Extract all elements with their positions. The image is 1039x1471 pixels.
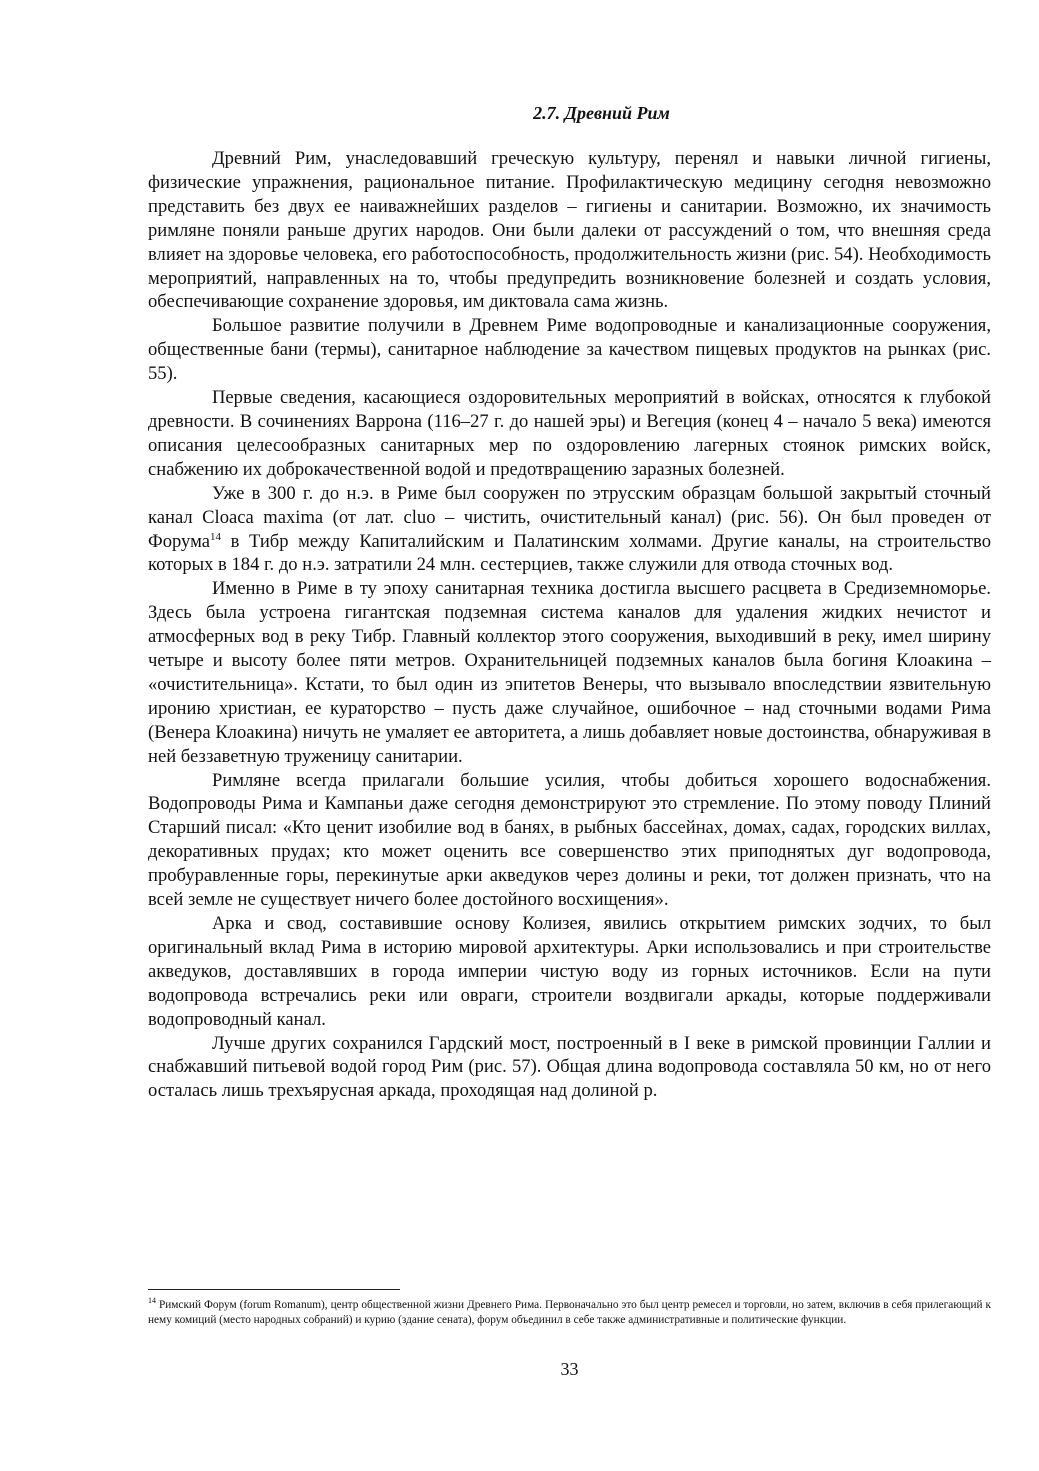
paragraph-text: Именно в Риме в ту эпоху санитарная техника достигла высшего расцвета в Средиземноморье. Здесь была устроена гигантская подземная система каналов для удаления жидких нечистот и атмосферных вод в реку Тибр. Главный коллектор этого сооружения, выходивший в реку, имел ширину четыре и высоту более пяти метров. Охранительницей подземных каналов была богиня Клоакина – «очистительница». Кстати, то был один из эпитетов Венеры, что вызывало впоследствии язвительную иронию христиан, ее кураторство – пусть даже случайное, ошибочное – над сточными водами Рима (Венера Клоакина) ничуть не умаляет ее авторитета, а лишь добавляет новые достоинства, обнаруживая в ней беззаветную труженицу санитарии. — [148, 578, 991, 767]
paragraph — [148, 314, 991, 386]
paragraph-text: Арка и свод, составившие основу Колизея, явились открытием римских зодчих, то был оригинальный вклад Рима в историю мировой архитектуры. Арки использовались и при строительстве акведуков, доставлявших в города империи чистую воду из горных источников. Если на пути водопровода встречались реки или овраги, строители воздвигали аркады, которые поддерживали водопроводный канал. — [148, 913, 991, 1030]
paragraph-text: Римляне всегда прилагали большие усилия, чтобы добиться хорошего водоснабжения. Водопроводы Рима и Кампаньи даже сегодня демонстрируют это стремление. По этому поводу Плиний Старший писал: «Кто ценит изобилие вод в банях, в рыбных бассейнах, домах, садах, городских виллах, декоративных прудах; кто может оценить все совершенство этих приподнятых дуг водопровода, пробуравленные горы, перекинутые арки акведуков через долины и реки, тот должен признать, что на всей земле не существует ничего более достойного восхищения». — [148, 769, 991, 911]
section-heading: 2.7. Древний Рим — [533, 103, 670, 123]
paragraph — [148, 386, 991, 482]
page-number: 33 — [560, 1359, 579, 1379]
paragraph — [148, 577, 991, 768]
paragraph — [148, 1032, 991, 1104]
paragraph-text: Большое развитие получили в Древнем Риме водопроводные и канализационные сооружения, общественные бани (термы), санитарное наблюдение за качеством пищевых продуктов на рынках (рис. 55). — [148, 315, 991, 385]
paragraph-text: Уже в 300 г. до н.э. в Риме был сооружен по этрусским образцам большой закрытый сточный канал Cloaca maxima (от лат. cluo – чистить, очистительный канал) (рис. 56). Он был проведен от Форума — [148, 482, 991, 552]
paragraph-text: в Тибр между Капиталийским и Палатинским холмами. Другие каналы, на строительство которых в 184 г. до н.э. затратили 24 млн. сестерциев, также служили для отвода сточных вод. — [148, 530, 991, 576]
paragraph — [148, 482, 991, 578]
paragraph — [148, 769, 991, 912]
footnote-number: 14 — [148, 1296, 156, 1306]
paragraph-text: Первые сведения, касающиеся оздоровительных мероприятий в войсках, относятся к глубокой древности. В сочинениях Варрона (116–27 г. до нашей эры) и Вегеция (конец 4 – начало 5 века) имеются описания целесообразных санитарных мер по оздоровлению лагерных стоянок римских войск, снабжению их доброкачественной водой и предотвращению заразных болезней. — [148, 387, 991, 480]
body-text — [148, 147, 991, 1103]
paragraph — [148, 912, 991, 1032]
paragraph-text: Древний Рим, унаследовавший греческую культуру, перенял и навыки личной гигиены, физические упражнения, рациональное питание. Профилактическую медицину сегодня невозможно представить без двух ее наиважнейших разделов – гигиены и санитарии. Возможно, их значимость римляне поняли раньше других народов. Они были далеки от рассуждений о том, что внешняя среда влияет на здоровье человека, его работоспособность, продолжительность жизни (рис. 54). Необходимость мероприятий, направленных на то, чтобы предупредить возникновение болезней и создать условия, обеспечивающие сохранение здоровья, им диктовала сама жизнь. — [148, 148, 991, 313]
footnote-divider — [148, 1289, 400, 1290]
footnote — [148, 1298, 991, 1328]
footnote-text: Римский Форум (forum Romanum), центр общественной жизни Древнего Рима. Первоначально это был центр ремесел и торговли, но затем, включив в себя прилегающий к нему комиций (место народных собраний) и курию (здание сената), форум объединил в себе также административные и политические функции. — [148, 1299, 991, 1326]
paragraph-text: Лучше других сохранился Гардский мост, построенный в I веке в римской провинции Галлии и снабжавший питьевой водой город Рим (рис. 57). Общая длина водопровода составляла 50 км, но от него осталась лишь трехъярусная аркада, проходящая над долиной р. — [148, 1032, 991, 1102]
paragraph — [148, 147, 991, 314]
footnote-ref[interactable]: 14 — [209, 530, 221, 543]
document-page — [148, 0, 991, 1471]
